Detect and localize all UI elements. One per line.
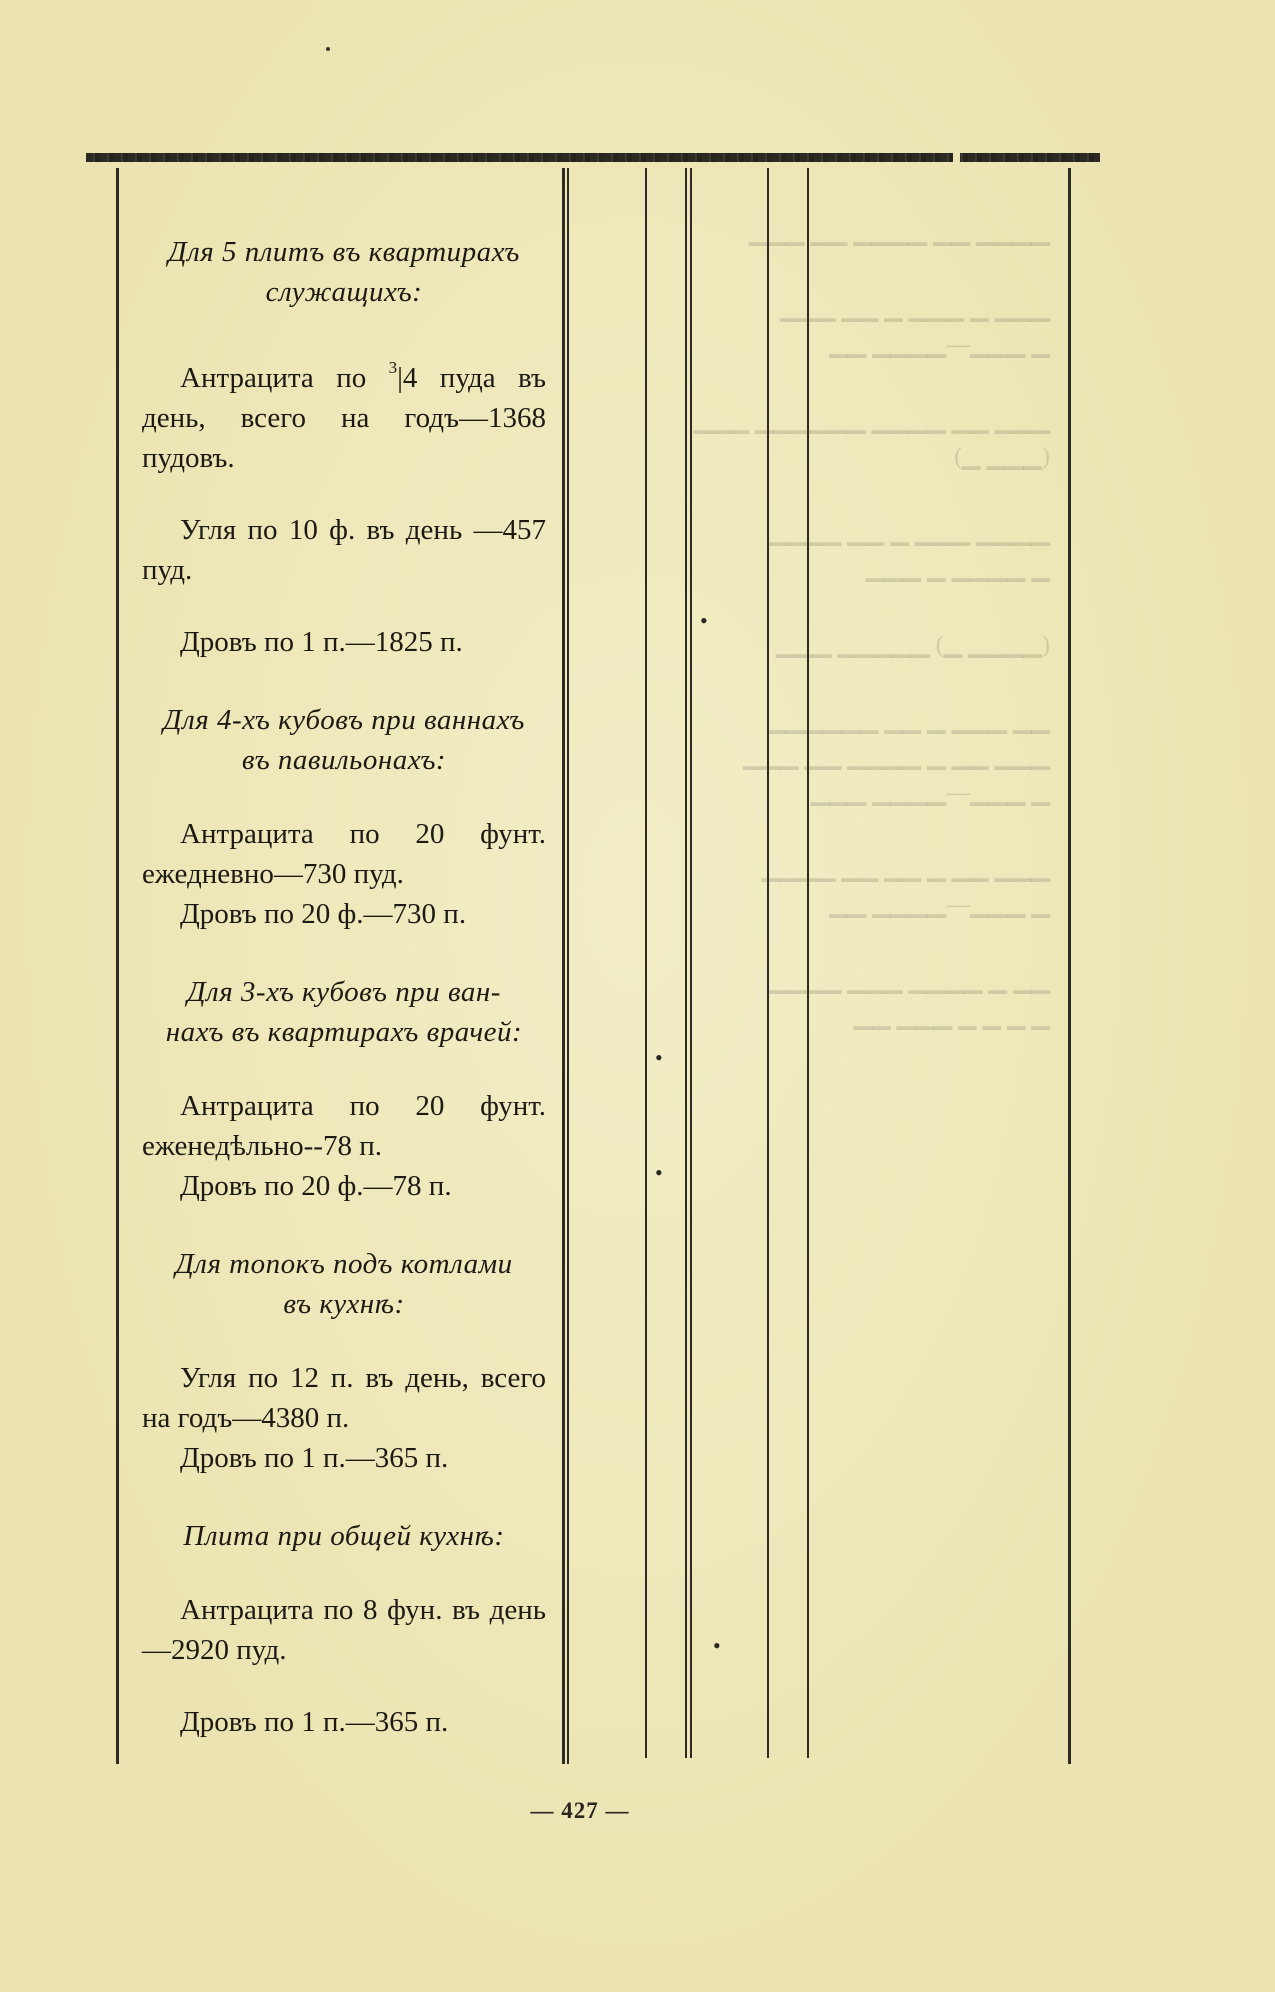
section-heading-line: Для 5 плитъ въ квартирахъ <box>168 236 520 268</box>
column-mark: • <box>713 1633 721 1658</box>
entry-anthracite: Антрацита по 20 фунт. ежедневно—730 пуд. <box>142 818 546 890</box>
top-rule <box>86 153 1100 162</box>
column-mark: • <box>655 1160 663 1185</box>
entry-firewood: Дровъ по 20 ф.—730 п. <box>180 898 467 930</box>
ink-speck <box>326 47 330 51</box>
section-3 <box>142 972 546 1206</box>
entry-anthracite: Антрацита по 8 фун. въ день—2920 пуд. <box>142 1594 546 1666</box>
column-mark: • <box>655 1045 663 1070</box>
section-heading-line: въ павильонахъ: <box>241 744 447 776</box>
section-4 <box>142 1244 546 1478</box>
section-heading-line: въ кухнѣ: <box>283 1288 405 1320</box>
text-column <box>142 232 546 1742</box>
table-col-rule-2 <box>567 168 569 1764</box>
table-left-rule <box>116 168 119 1764</box>
table-right-rule <box>1068 168 1071 1764</box>
entry-text-post: |4 пуда въ день, всего на годъ—1368 пудовъ. <box>142 362 546 474</box>
column-mark: • <box>700 608 708 633</box>
page-number: — 427 — <box>530 1798 630 1823</box>
entry-firewood: Дровъ по 1 п.—1825 п. <box>180 626 463 658</box>
table-col-rule-1 <box>562 168 565 1764</box>
section-1 <box>142 232 546 662</box>
section-heading-line: Плита при общей кухнѣ: <box>183 1520 505 1552</box>
entry-coal: Угля по 10 ф. въ день —457 пуд. <box>142 514 546 586</box>
entry-firewood: Дровъ по 20 ф.—78 п. <box>180 1170 452 1202</box>
section-2 <box>142 700 546 934</box>
entry-anthracite: Антрацита по 20 фунт. еженедѣльно--78 п. <box>142 1090 546 1162</box>
section-5 <box>142 1516 546 1742</box>
show-through-texture: ▁▁▁ ▁▁ ▁▁▁▁ ▁▁ ▁▁▁▁ ▁▁▁ ▁▁ ▁ ▁▁▁ ▁ ▁▁▁ ▁▁ ▁▁▁▁—▁▁▁ ▁ ▁▁▁ ▁▁▁▁▁▁ ▁▁▁▁ ▁▁ ▁▁▁ (▁ ▁▁▁) ▁▁▁▁ ▁▁ ▁ ▁▁▁ ▁▁▁▁ ▁▁▁ ▁ ▁▁▁▁ ▁ ▁▁▁ ▁▁▁▁▁ (▁ ▁▁▁▁) ▁▁▁▁▁▁ ▁▁ ▁ ▁▁▁ ▁▁ ▁▁▁ ▁▁ ▁▁▁▁ ▁ ▁▁ ▁▁▁ ▁▁▁ ▁▁▁▁—▁▁▁ ▁ ▁▁▁▁ ▁▁ ▁▁ ▁ ▁▁ ▁▁▁ ▁▁ ▁▁▁▁—▁▁▁ ▁ ▁▁▁▁ ▁▁▁ ▁▁▁▁ ▁ ▁▁ ▁▁ ▁▁▁ ▁ ▁ ▁ ▁ <box>693 220 1050 1030</box>
section-heading-line: Для топокъ подъ котлами <box>175 1248 513 1280</box>
entry-anthracite <box>142 348 546 478</box>
top-rule-gap <box>953 153 960 162</box>
section-heading-line: Для 4-хъ кубовъ при ваннахъ <box>163 704 525 736</box>
section-heading-line: нахъ въ квартирахъ врачей: <box>165 1016 523 1048</box>
entry-text-pre: Антрацита по <box>180 362 389 394</box>
entry-fraction-numerator: 3 <box>388 358 398 377</box>
entry-firewood: Дровъ по 1 п.—365 п. <box>180 1442 449 1474</box>
section-heading-line: служащихъ: <box>265 276 423 308</box>
entry-firewood: Дровъ по 1 п.—365 п. <box>180 1706 449 1738</box>
section-heading-line: Для 3-хъ кубовъ при ван- <box>187 976 501 1008</box>
entry-coal: Угля по 12 п. въ день, всего на годъ—4380 п. <box>142 1362 546 1434</box>
